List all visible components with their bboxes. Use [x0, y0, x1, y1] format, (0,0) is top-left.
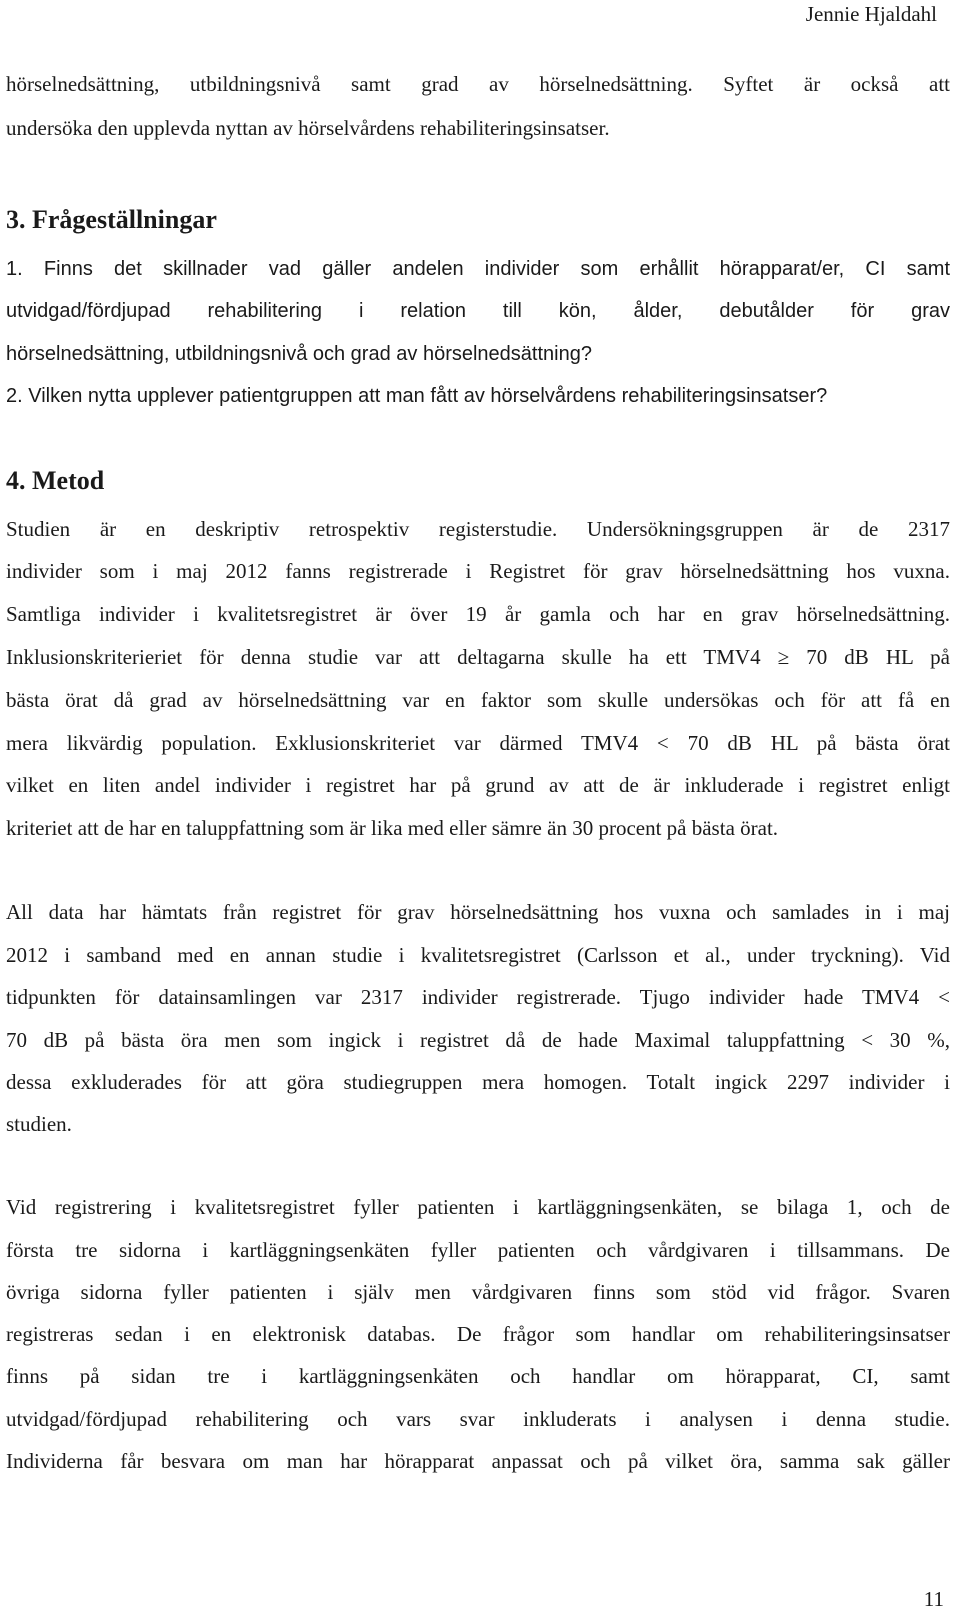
paragraph-line: Samtliga individer i kvalitetsregistret är över 19 år gamla och har en grav hörselnedsättning.: [6, 602, 950, 626]
paragraph-line: 2012 i samband med en annan studie i kvalitetsregistret (Carlsson et al., under tryckning). Vid: [6, 943, 950, 967]
question-line: utvidgad/fördjupad rehabilitering i relation till kön, ålder, debutålder för grav: [6, 300, 950, 322]
paragraph-line: bästa örat då grad av hörselnedsättning var en faktor som skulle undersökas och för att få en: [6, 688, 950, 712]
paragraph-line: övriga sidorna fyller patienten i själv men vårdgivaren finns som stöd vid frågor. Svaren: [6, 1280, 950, 1304]
paragraph-line: mera likvärdig population. Exklusionskriteriet var därmed TMV4 < 70 dB HL på bästa örat: [6, 731, 950, 755]
paragraph-line: vilket en liten andel individer i registret har på grund av att de är inkluderade i registret enligt: [6, 773, 950, 797]
section-heading-metod: 4. Metod: [6, 466, 105, 495]
paragraph-line: studien.: [6, 1112, 72, 1136]
paragraph-line: Inklusionskriterieriet för denna studie var att deltagarna skulle ha ett TMV4 ≥ 70 dB HL på: [6, 645, 950, 669]
paragraph-line: utvidgad/fördjupad rehabilitering och vars svar inkluderats i analysen i denna studie.: [6, 1407, 950, 1431]
intro-line: undersöka den upplevda nyttan av hörselvårdens rehabiliteringsinsatser.: [6, 116, 610, 140]
running-header-author: Jennie Hjaldahl: [805, 2, 937, 26]
paragraph-line: dessa exkluderades för att göra studiegruppen mera homogen. Totalt ingick 2297 individer i: [6, 1070, 950, 1094]
question-line: 1. Finns det skillnader vad gäller andelen individer som erhållit hörapparat/er, CI samt: [6, 258, 950, 280]
paragraph-line: individer som i maj 2012 fanns registrerade i Registret för grav hörselnedsättning hos vuxna.: [6, 559, 950, 583]
question-line: hörselnedsättning, utbildningsnivå och grad av hörselnedsättning?: [6, 343, 592, 365]
paragraph-line: Studien är en deskriptiv retrospektiv registerstudie. Undersökningsgruppen är de 2317: [6, 517, 950, 541]
paragraph-line: kriteriet att de har en taluppfattning som är lika med eller sämre än 30 procent på bästa örat.: [6, 816, 779, 840]
paragraph-line: Individerna får besvara om man har hörapparat anpassat och på vilket öra, samma sak gäller: [6, 1449, 950, 1473]
section-heading-fragestallningar: 3. Frågeställningar: [6, 205, 217, 234]
paragraph-line: registreras sedan i en elektronisk databas. De frågor som handlar om rehabiliteringsinsatser: [6, 1322, 950, 1346]
page-number: 11: [923, 1587, 944, 1611]
paragraph-line: finns på sidan tre i kartläggningsenkäten och handlar om hörapparat, CI, samt: [6, 1364, 950, 1388]
paragraph-line: Vid registrering i kvalitetsregistret fyller patienten i kartläggningsenkäten, se bilaga 1, och de: [6, 1195, 950, 1219]
paragraph-line: tidpunkten för datainsamlingen var 2317 individer registrerade. Tjugo individer hade TMV4 <: [6, 985, 950, 1009]
question-line: 2. Vilken nytta upplever patientgruppen att man fått av hörselvårdens rehabiliteringsinsatser?: [6, 385, 828, 407]
intro-line: hörselnedsättning, utbildningsnivå samt grad av hörselnedsättning. Syftet är också att: [6, 72, 950, 96]
paragraph-line: första tre sidorna i kartläggningsenkäten fyller patienten och vårdgivaren i tillsammans. De: [6, 1238, 950, 1262]
paragraph-line: All data har hämtats från registret för grav hörselnedsättning hos vuxna och samlades in i maj: [6, 900, 950, 924]
paragraph-line: 70 dB på bästa öra men som ingick i registret då de hade Maximal taluppfattning < 30 %,: [6, 1028, 950, 1052]
